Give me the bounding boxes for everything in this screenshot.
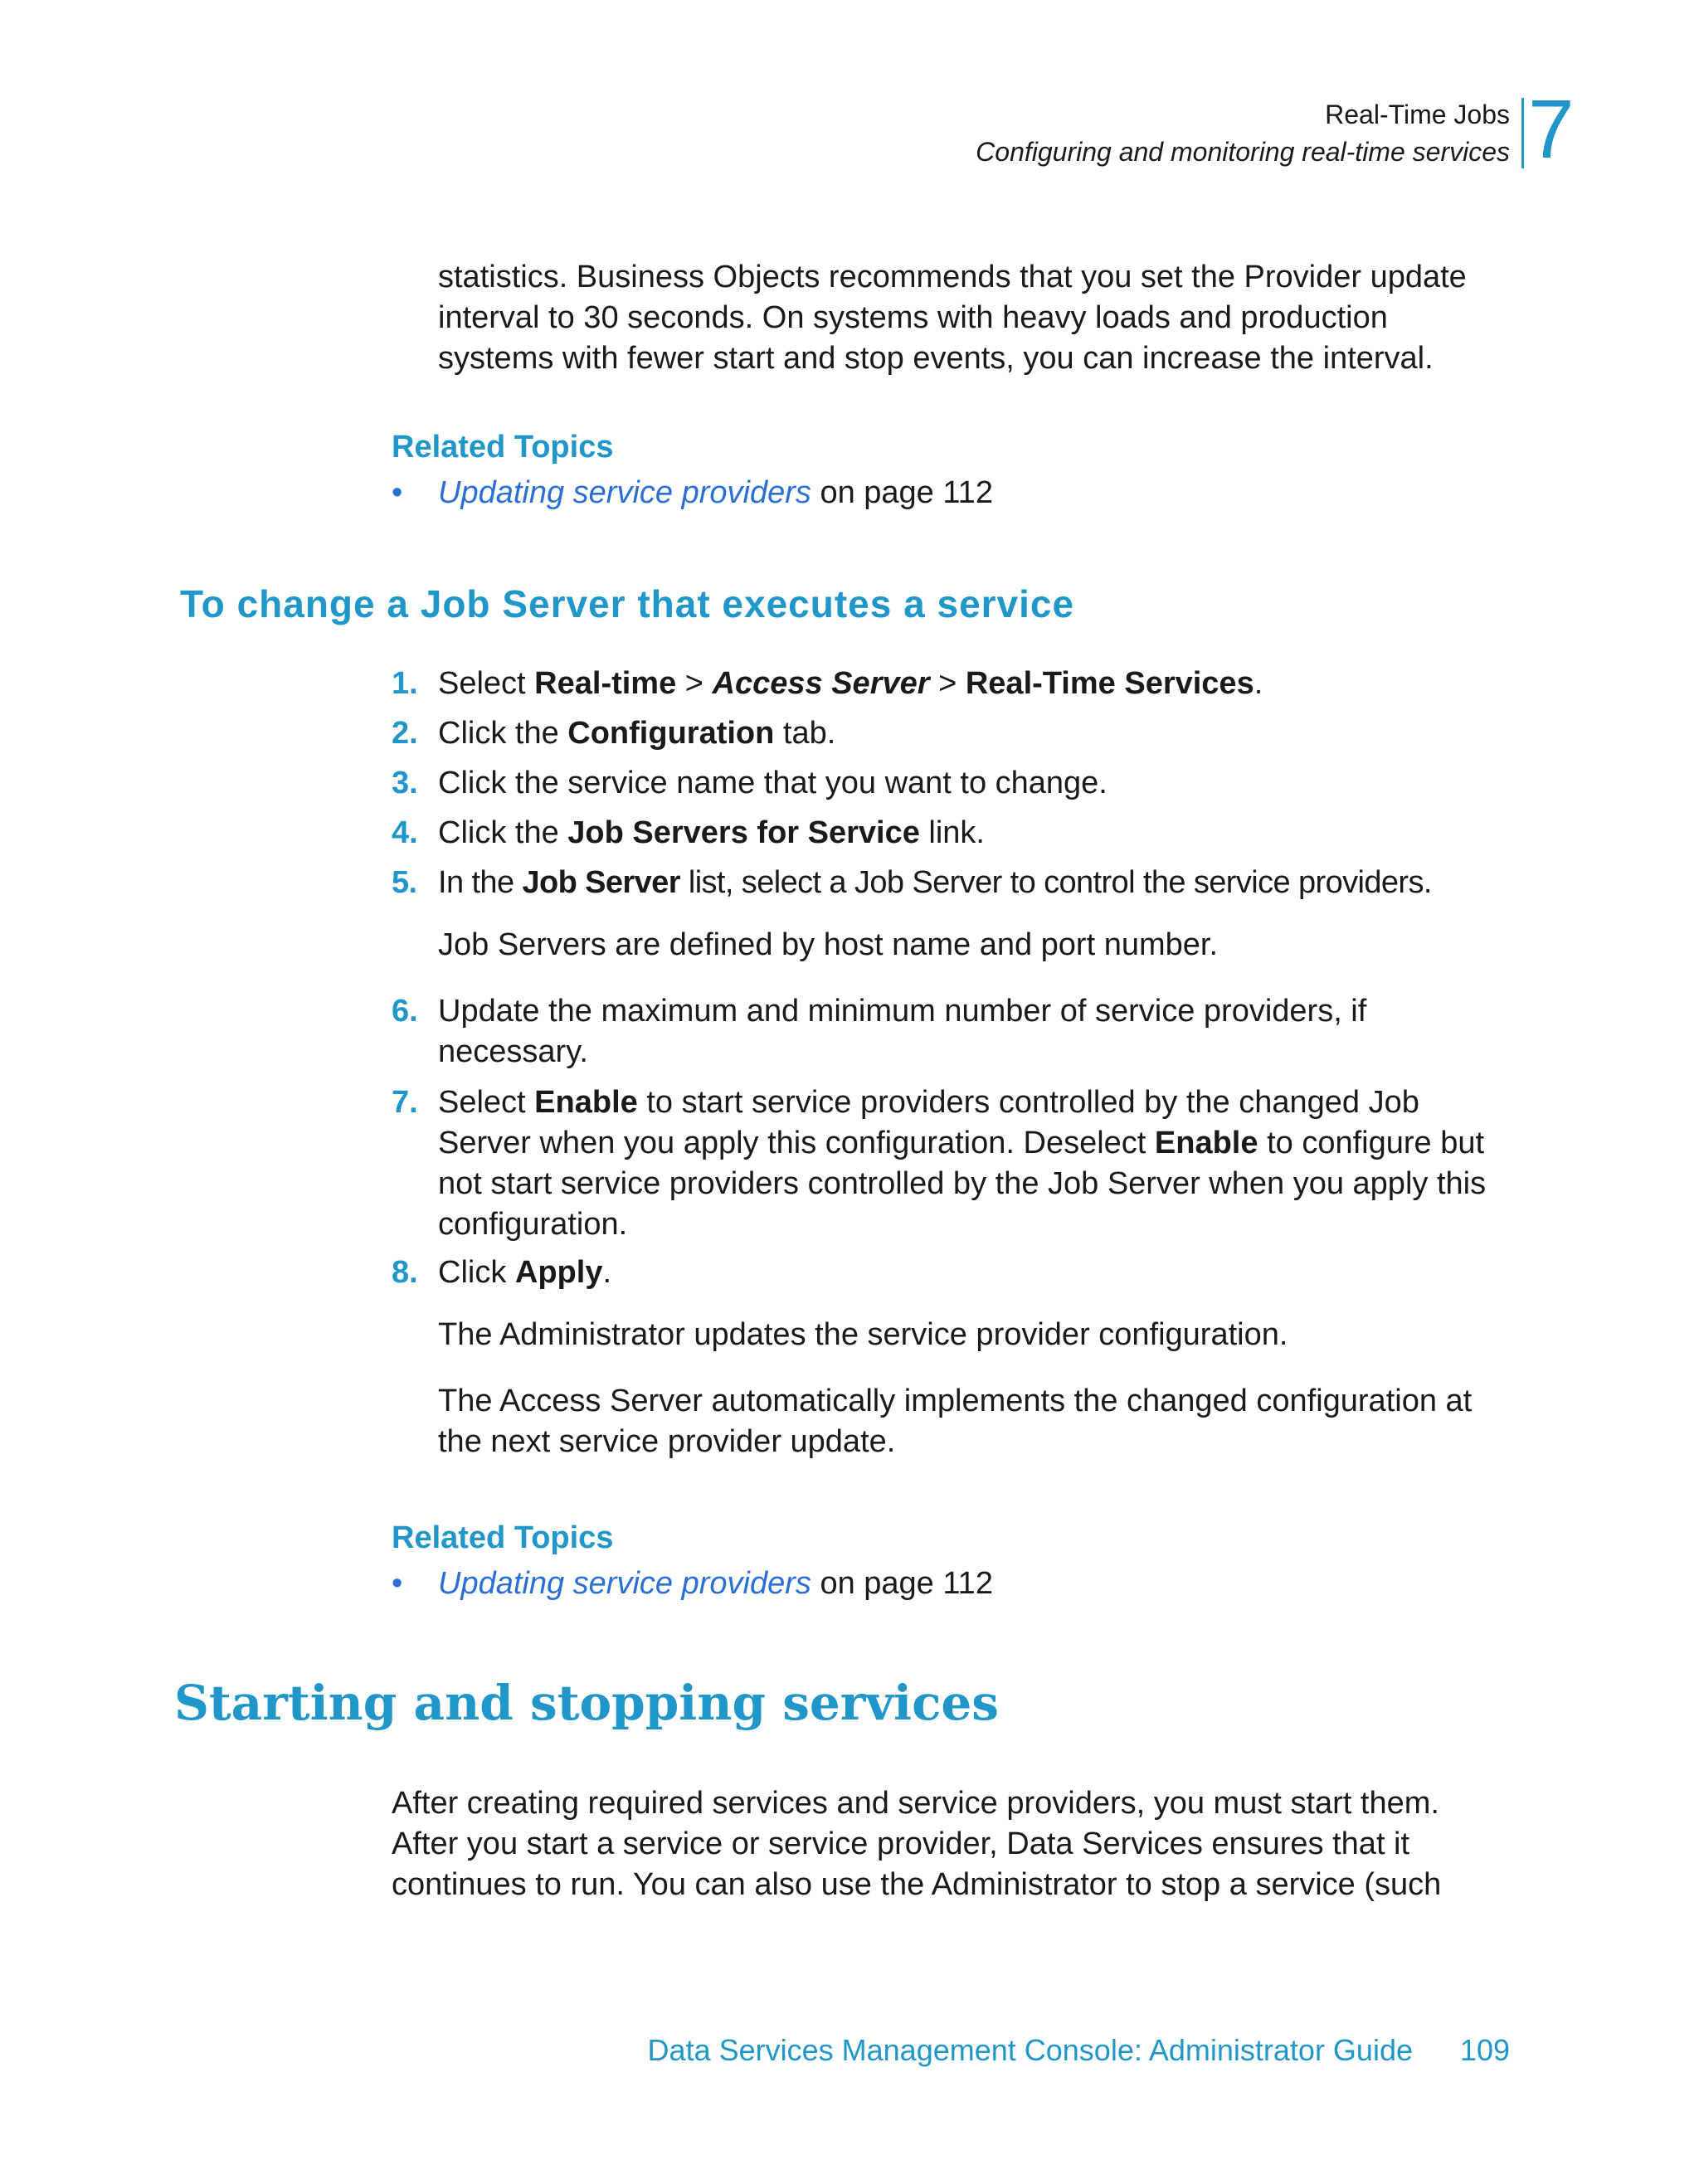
step-text: Click the Job Servers for Service link. bbox=[438, 815, 985, 850]
step-6 bbox=[392, 991, 1508, 1073]
step-number: 4. bbox=[392, 815, 418, 850]
step-number: 5. bbox=[392, 865, 417, 900]
step-number: 6. bbox=[392, 994, 418, 1029]
step-5 bbox=[392, 863, 1508, 903]
step-8 bbox=[392, 1253, 1508, 1293]
step-text: Select Enable to start service providers controlled by the changed Job Server when you apply this configuration. Deselect Enable to configure but not start service providers controlled by the Job Server when you apply this configuration. bbox=[438, 1085, 1487, 1242]
running-header-chapter: Real-Time Jobs bbox=[1325, 100, 1510, 129]
step-7 bbox=[392, 1082, 1508, 1245]
step-text: Update the maximum and minimum number of service providers, if necessary. bbox=[438, 994, 1367, 1069]
step-8-note-2: The Access Server automatically implements the changed configuration at the next service provider update. bbox=[438, 1384, 1473, 1459]
related-topic-link[interactable]: Updating service providers bbox=[438, 475, 811, 510]
related-topic-item bbox=[392, 473, 993, 513]
step-text: Click the service name that you want to change. bbox=[438, 766, 1108, 800]
related-topic-item bbox=[392, 1564, 993, 1604]
related-topic-page: on page 112 bbox=[811, 475, 993, 510]
intro-paragraph: statistics. Business Objects recommends that you set the Provider update interval to 30 seconds. On systems with heavy loads and production systems with fewer start and stop events, you can increase the interval. bbox=[438, 260, 1467, 376]
footer-guide-title: Data Services Management Console: Administrator Guide bbox=[647, 2033, 1413, 2067]
step-number: 3. bbox=[392, 766, 418, 800]
step-2 bbox=[392, 713, 1508, 754]
step-8-note: The Administrator updates the service provider configuration. bbox=[438, 1317, 1288, 1352]
section-heading-change-job-server: To change a Job Server that executes a service bbox=[180, 582, 1075, 625]
starting-paragraph: After creating required services and service providers, you must start them. After you start a service or service provider, Data Services ensures that it continues to run. You can also use the Administrator to stop a service (such bbox=[392, 1786, 1442, 1902]
step-text: In the Job Server list, select a Job Server to control the service providers. bbox=[438, 865, 1432, 900]
related-topics-heading: Related Topics bbox=[392, 430, 614, 465]
step-text: Click Apply. bbox=[438, 1255, 612, 1290]
running-header-section: Configuring and monitoring real-time services bbox=[976, 137, 1510, 167]
step-4 bbox=[392, 813, 1508, 854]
page-number: 109 bbox=[1459, 2033, 1510, 2067]
step-number: 8. bbox=[392, 1255, 418, 1290]
bullet: • bbox=[392, 1566, 403, 1601]
step-number: 2. bbox=[392, 716, 418, 751]
step-text: Select Real-time > Access Server > Real-Time Services. bbox=[438, 666, 1263, 701]
related-topic-link[interactable]: Updating service providers bbox=[438, 1566, 811, 1601]
bullet: • bbox=[392, 475, 403, 510]
step-3 bbox=[392, 763, 1508, 804]
step-text: Click the Configuration tab. bbox=[438, 716, 836, 751]
related-topic-page: on page 112 bbox=[811, 1566, 993, 1601]
section-heading-starting-stopping: Starting and stopping services bbox=[174, 1675, 999, 1731]
related-topics-heading: Related Topics bbox=[392, 1520, 614, 1555]
step-number: 1. bbox=[392, 666, 418, 701]
step-number: 7. bbox=[392, 1085, 418, 1120]
chapter-number: 7 bbox=[1528, 83, 1575, 176]
step-5-note: Job Servers are defined by host name and port number. bbox=[438, 927, 1218, 962]
header-divider bbox=[1521, 98, 1524, 168]
step-1 bbox=[392, 664, 1508, 704]
